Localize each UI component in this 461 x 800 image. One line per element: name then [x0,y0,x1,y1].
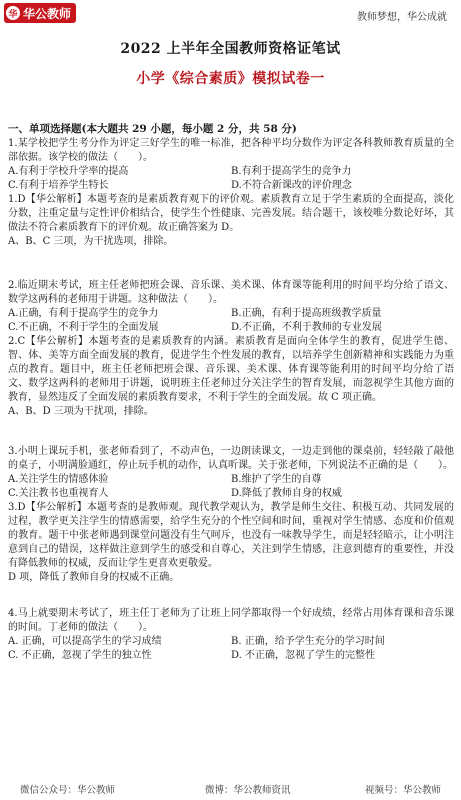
option-b: B.正确，有利于提高班级教学质量 [231,308,382,319]
header-slogan: 教师梦想，华公成就 [357,12,447,23]
exam-subtitle: 小学《综合素质》模拟试卷一 [136,71,325,87]
option-a: A. 正确，可以提高学生的学习成绩 [8,636,162,647]
answer-analysis: 3.D【华公解析】本题考查的是教师观。现代教学观认为，教学是师生交往、积极互动、共同发展的过程，教学更关注学生的情感需要，给学生充分的个性空间和时间，重视对学生情感、态度和价值观的教育。题干中张老师遇到课堂问题没有生气呵斥，也没有一味教导学生，而是轻轻暗示，让小明注意到自己的错误，这样做注意到学生的感受和自尊心，关注到学生情感，注意到德育的重要性，并没有降低教师的权威，反而让学生更喜欢更敬爱。 [8,502,454,569]
section-heading: 一、单项选择题(本大题共 29 小题，每小题 2 分，共 58 分) [8,123,297,135]
option-d: D.不正确，不利于教师的专业发展 [231,322,382,333]
document-body [8,122,454,663]
option-c: C. 不正确，忽视了学生的独立性 [8,650,152,661]
option-a: A.正确，有利于提高学生的竞争力 [8,308,159,319]
question-stem: 4.马上就要期末考试了，班主任丁老师为了让班上同学都取得一个好成绩，经常占用体育课和音乐课的时间。丁老师的做法（ ）。 [8,608,454,633]
option-c: C.关注教书也重视育人 [8,488,109,499]
option-d: D.降低了教师自身的权威 [231,488,342,499]
question-options [8,307,454,335]
option-a: A.有利于学校升学率的提高 [8,166,129,177]
option-a: A.关注学生的情感体验 [8,474,109,485]
exam-title: 2022 上半年全国教师资格证笔试 [120,41,341,57]
option-d: D.不符合新课改的评价理念 [231,180,352,191]
question-options [8,635,454,663]
question-options [8,165,454,193]
option-d: D. 不正确，忽视了学生的完整性 [231,650,376,661]
option-b: B.有利于提高学生的竞争力 [231,166,352,177]
answer-analysis: 2.C【华公解析】本题考查的是素质教育的内涵。素质教育是面向全体学生的教育，促进学生德、智、体、美等方面全面发展的教育，促进学生个性发展的教育，以培养学生创新精神和实践能力为重点的教育。题目中，班主任老师把班会课、音乐课、美术课、体育课等能利用的时间平均分给了语文、数学这两科的老师用于讲题，说明班主任老师过分关注学生的智育发展，而忽视学生其他方面的教育，显然违反了全面发展的素质教育要求，不利于学生的全面发展。故 C 项正确。 [8,336,454,403]
option-b: B. 正确，给予学生充分的学习时间 [231,636,385,647]
distractor-note: A、B、D 三项为干扰项，排除。 [8,406,154,417]
brand-logo [4,3,76,23]
distractor-note: D 项，降低了教师自身的权威不正确。 [8,572,180,583]
question-stem: 3.小明上课玩手机，张老师看到了，不动声色，一边朗读课文，一边走到他的课桌前，轻轻敲了敲他的桌子，小明满脸通红，停止玩手机的动作，认真听课。关于张老师，下列说法不正确的是（ ）。 [8,446,454,471]
option-c: C.不正确，不利于学生的全面发展 [8,322,159,333]
answer-analysis: 1.D【华公解析】本题考查的是素质教育观下的评价观。素质教育立足于学生素质的全面提高，淡化分数，注重定量与定性评价相结合，使学生个性健康、完善发展。结合题干，该校唯分数论好坏，其做法不符合素质教育下的评价观。故正确答案为 D。 [8,194,454,233]
logo-mark-icon: 华 [6,6,20,20]
page-header [0,0,461,30]
footer-wechat: 微信公众号：华公教师 [20,785,116,796]
logo-text: 华公教师 [23,6,72,21]
question-options [8,473,454,501]
option-c: C.有利于培养学生特长 [8,180,109,191]
question-stem: 1.某学校把学生考分作为评定三好学生的唯一标准，把各种平均分数作为评定各科教师教育质量的全部依据。该学校的做法（ ）。 [8,138,454,163]
distractor-note: A、B、C 三项，为干扰选项，排除。 [8,236,174,247]
option-b: B.维护了学生的自尊 [231,474,322,485]
question-stem: 2.临近期末考试，班主任老师把班会课、音乐课、美术课、体育课等能利用的时间平均分给了语文、数学这两科的老师用于讲题。这种做法（ ）。 [8,280,454,305]
footer-video: 视频号：华公教师 [365,785,442,796]
footer-weibo: 微博：华公教师资讯 [205,785,291,796]
